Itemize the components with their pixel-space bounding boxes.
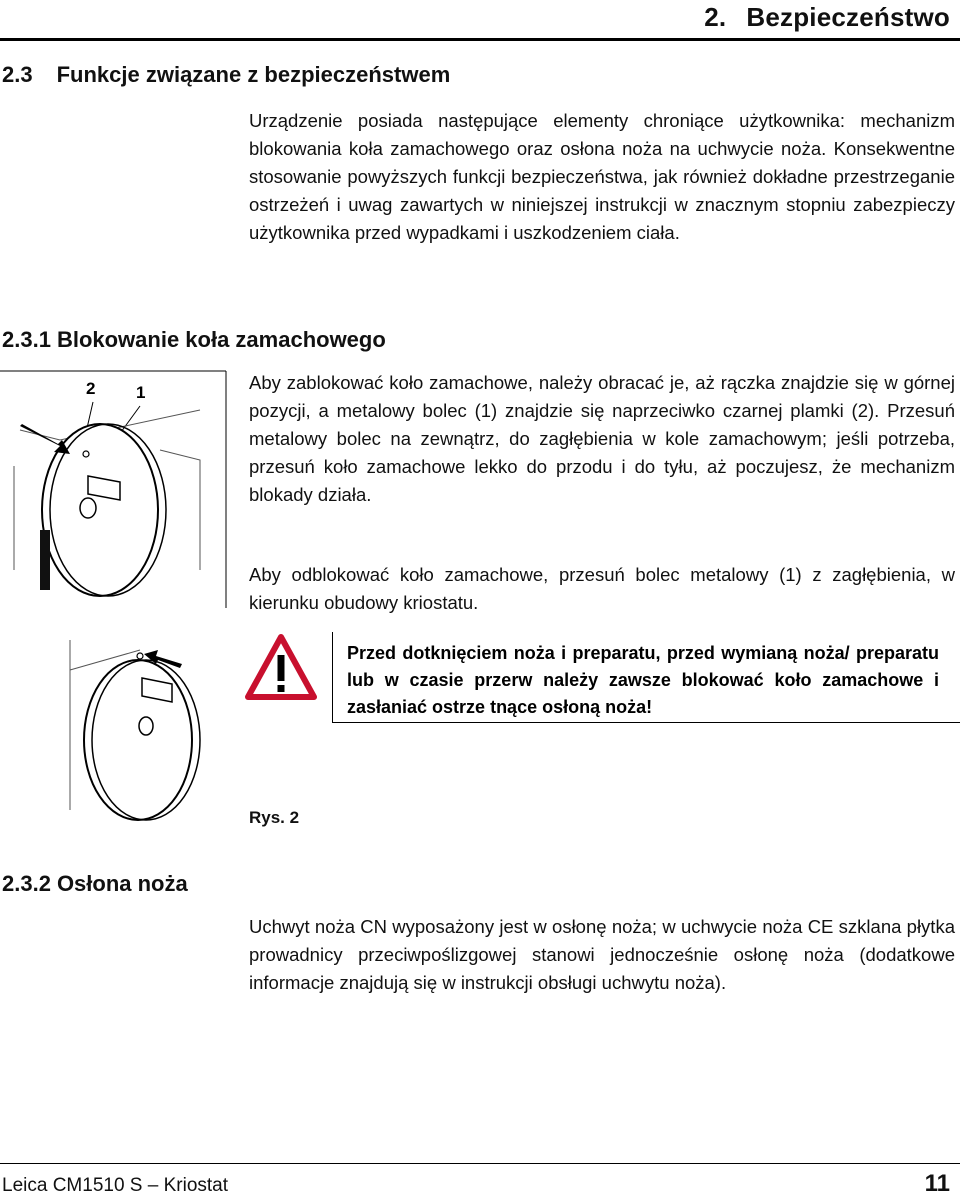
flywheel-unlock-figure bbox=[60, 630, 220, 830]
section-number: 2.3 bbox=[2, 62, 33, 87]
subsection1-number: 2.3.1 bbox=[2, 327, 51, 352]
subsection1-title: Blokowanie koła zamachowego bbox=[56, 327, 386, 352]
header-rule bbox=[0, 38, 960, 41]
section-title: Funkcje związane z bezpieczeństwem bbox=[56, 62, 451, 87]
subsection1-paragraph2 bbox=[249, 561, 955, 617]
subsection2-title: Osłona noża bbox=[56, 871, 188, 896]
section-heading bbox=[2, 62, 450, 88]
subsection2-heading bbox=[2, 871, 188, 897]
chapter-title: Bezpieczeństwo bbox=[746, 2, 950, 32]
unlock-instructions: Aby odblokować koło zamachowe, przesuń bolec metalowy (1) z zagłębienia, w kierunku obudowy kriostatu. bbox=[249, 564, 955, 613]
subsection1-heading bbox=[2, 327, 386, 353]
figure-caption: Rys. 2 bbox=[249, 808, 300, 827]
section-intro bbox=[249, 107, 955, 247]
figure-label-1: 1 bbox=[136, 383, 146, 402]
intro-paragraph: Urządzenie posiada następujące elementy chroniące użytkownika: mechanizm blokowania koła zamachowego oraz osłona noża na uchwycie noża. Konsekwentne stosowanie powyższych funkcji bezpieczeństwa, jak również dokładne przestrzeganie ostrzeżeń i uwag zawartych w niniejszej instrukcji w znacznym stopniu zabezpieczy użytkownika przed wypadkami i uszkodzeniem ciała. bbox=[249, 110, 955, 243]
subsection2-number: 2.3.2 bbox=[2, 871, 51, 896]
page-number: 11 bbox=[924, 1170, 950, 1197]
lock-instructions: Aby zablokować koło zamachowe, należy obracać je, aż rączka znajdzie się w górnej pozycji, a metalowy bolec (1) znajdzie się naprzeciwko czarnej plamki (2). Przesuń metalowy bolec na zewnątrz, do zagłębienia w kole zamachowym; jeśli potrzeba, przesuń koło zamachowe lekko do przodu i do tyłu, aż poczujesz, że mechanizm blokady działa. bbox=[249, 372, 955, 505]
chapter-header bbox=[704, 2, 950, 33]
knife-guard-text: Uchwyt noża CN wyposażony jest w osłonę noża; w uchwycie noża CE szklana płytka prowadnicy przeciwpoślizgowej stanowi jednocześnie osłonę noża (dodatkowe informacje znajdują się w instrukcji obsługi uchwytu noża). bbox=[249, 916, 955, 993]
footer-product: Leica CM1510 S – Kriostat bbox=[2, 1175, 229, 1196]
warning-triangle-icon bbox=[244, 633, 318, 703]
figure-label-2: 2 bbox=[86, 379, 96, 398]
chapter-number: 2. bbox=[704, 2, 727, 32]
footer-rule bbox=[0, 1163, 960, 1164]
subsection1-paragraph1 bbox=[249, 369, 955, 509]
flywheel-lock-figure bbox=[0, 370, 228, 610]
warning-text: Przed dotknięciem noża i preparatu, przed wymianą noża/ preparatu lub w czasie przerw należy zawsze blokować koło zamachowe i zasłaniać ostrze tnące osłoną noża! bbox=[347, 643, 939, 717]
warning-border-left bbox=[332, 632, 333, 723]
warning-border-bottom bbox=[332, 722, 960, 723]
subsection2-paragraph bbox=[249, 913, 955, 997]
